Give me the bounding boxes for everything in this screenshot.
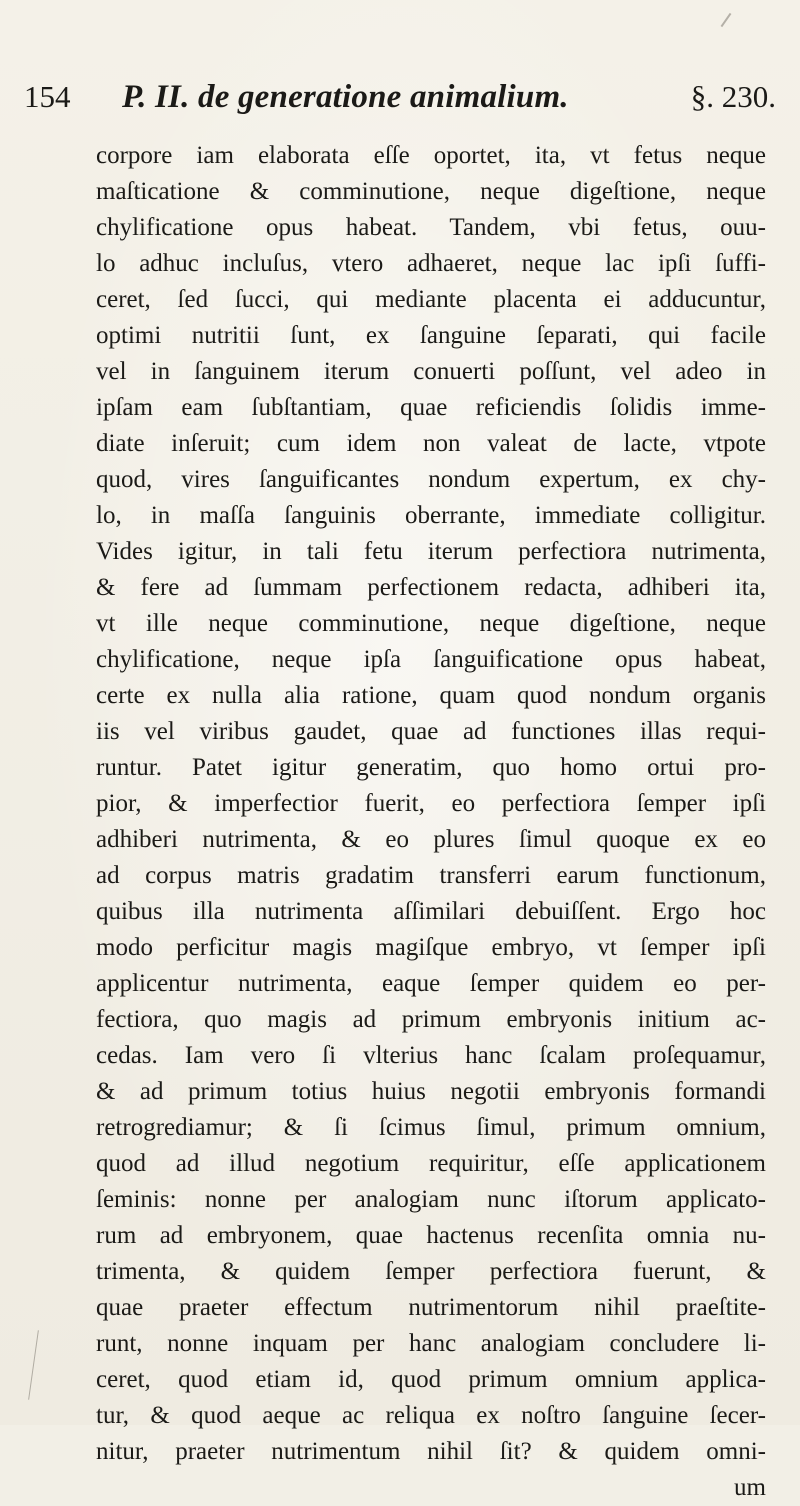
text-line: quae praeter effectum nutrimentorum nihil praeſtite-	[96, 1294, 766, 1321]
catchword: um	[734, 1474, 766, 1501]
text-line: Vides igitur, in tali fetu iterum perfectiora nutrimenta,	[96, 538, 766, 565]
text-line: ad corpus matris gradatim transferri earum functionum,	[96, 862, 766, 889]
text-line: chylificatione opus habeat. Tandem, vbi fetus, ouu-	[96, 214, 766, 241]
text-line: optimi nutritii ſunt, ex ſanguine ſeparati, qui facile	[96, 322, 766, 349]
text-line: cedas. Iam vero ſi vlterius hanc ſcalam proſequamur,	[96, 1042, 766, 1069]
text-line: runtur. Patet igitur generatim, quo homo ortui pro-	[96, 754, 766, 781]
text-line: certe ex nulla alia ratione, quam quod nondum organis	[96, 682, 766, 709]
text-line: ipſam eam ſubſtantiam, quae reficiendis ſolidis imme-	[96, 394, 766, 421]
text-line: trimenta, & quidem ſemper perfectiora fuerunt, &	[96, 1258, 766, 1285]
text-line: lo adhuc incluſus, vtero adhaeret, neque lac ipſi ſuffi-	[96, 250, 766, 277]
text-line: & ad primum totius huius negotii embryonis formandi	[96, 1078, 766, 1105]
text-line: modo perficitur magis magiſque embryo, vt ſemper ipſi	[96, 934, 766, 961]
text-line: corpore iam elaborata eſſe oportet, ita, vt fetus neque	[96, 142, 766, 169]
text-line: pior, & imperfectior fuerit, eo perfectiora ſemper ipſi	[96, 790, 766, 817]
text-line: diate inſeruit; cum idem non valeat de lacte, vtpote	[96, 430, 766, 457]
text-line: maſticatione & comminutione, neque digeſtione, neque	[96, 178, 766, 205]
text-line: vel in ſanguinem iterum conuerti poſſunt, vel adeo in	[96, 358, 766, 385]
text-line: ſeminis: nonne per analogiam nunc iſtorum applicato-	[96, 1186, 766, 1213]
text-line: lo, in maſſa ſanguinis oberrante, immediate colligitur.	[96, 502, 766, 529]
page-number: 154	[24, 79, 71, 114]
section-number: §. 230.	[690, 79, 776, 114]
text-line: applicentur nutrimenta, eaque ſemper quidem eo per-	[96, 970, 766, 997]
scan-speck	[28, 1330, 39, 1399]
text-line: retrogrediamur; & ſi ſcimus ſimul, primum omnium,	[96, 1114, 766, 1141]
text-line: nitur, praeter nutrimentum nihil ſit? & quidem omni-	[96, 1438, 766, 1465]
body-text	[96, 138, 766, 1506]
text-line: ceret, quod etiam id, quod primum omnium applica-	[96, 1366, 766, 1393]
text-line: adhiberi nutrimenta, & eo plures ſimul quoque ex eo	[96, 826, 766, 853]
text-line: vt ille neque comminutione, neque digeſtione, neque	[96, 610, 766, 637]
text-line: fectiora, quo magis ad primum embryonis initium ac-	[96, 1006, 766, 1033]
running-head	[24, 72, 776, 122]
text-line: iis vel viribus gaudet, quae ad functiones illas requi-	[96, 718, 766, 745]
text-line: ceret, ſed ſucci, qui mediante placenta ei adducuntur,	[96, 286, 766, 313]
text-line: quibus illa nutrimenta aſſimilari debuiſſent. Ergo hoc	[96, 898, 766, 925]
running-title: P. II. de generatione animalium.	[122, 79, 569, 115]
scan-speck	[721, 13, 732, 27]
text-line: runt, nonne inquam per hanc analogiam concludere li-	[96, 1330, 766, 1357]
text-line: & fere ad ſummam perfectionem redacta, adhiberi ita,	[96, 574, 766, 601]
text-line: quod ad illud negotium requiritur, eſſe applicationem	[96, 1150, 766, 1177]
text-line: rum ad embryonem, quae hactenus recenſita omnia nu-	[96, 1222, 766, 1249]
text-line: chylificatione, neque ipſa ſanguificatione opus habeat,	[96, 646, 766, 673]
text-line: tur, & quod aeque ac reliqua ex noſtro ſanguine ſecer-	[96, 1402, 766, 1429]
text-line: quod, vires ſanguificantes nondum expertum, ex chy-	[96, 466, 766, 493]
